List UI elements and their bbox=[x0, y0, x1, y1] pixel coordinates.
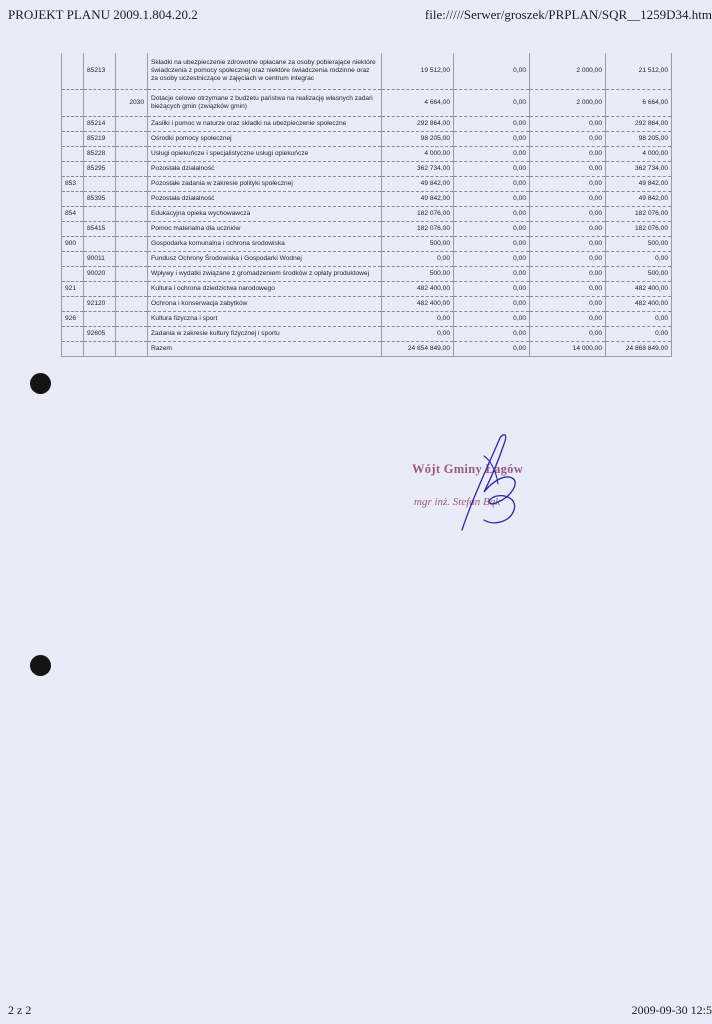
paragraf-cell bbox=[116, 327, 148, 342]
rozdzial-cell: 92120 bbox=[84, 297, 116, 312]
decrease-cell: 0,00 bbox=[454, 90, 530, 117]
after-change-cell: 24 868 849,00 bbox=[606, 342, 672, 357]
plan-cell: 182 076,00 bbox=[382, 207, 454, 222]
description-cell: Pomoc materialna dla uczniów bbox=[148, 222, 382, 237]
increase-cell: 0,00 bbox=[530, 282, 606, 297]
page-number: 2 z 2 bbox=[8, 1003, 32, 1017]
rozdzial-cell bbox=[84, 312, 116, 327]
after-change-cell: 482 400,00 bbox=[606, 282, 672, 297]
table-row bbox=[62, 162, 672, 177]
rozdzial-cell bbox=[84, 90, 116, 117]
plan-cell: 98 205,00 bbox=[382, 132, 454, 147]
description-cell: Pozostała działalność bbox=[148, 192, 382, 207]
paragraf-cell bbox=[116, 207, 148, 222]
rozdzial-cell: 92605 bbox=[84, 327, 116, 342]
increase-cell: 2 000,00 bbox=[530, 53, 606, 90]
table-row bbox=[62, 252, 672, 267]
print-datetime: 2009-09-30 12:5 bbox=[631, 1003, 712, 1017]
decrease-cell: 0,00 bbox=[454, 267, 530, 282]
table-row bbox=[62, 90, 672, 117]
after-change-cell: 182 076,00 bbox=[606, 222, 672, 237]
decrease-cell: 0,00 bbox=[454, 207, 530, 222]
dzial-cell: 900 bbox=[62, 237, 84, 252]
plan-cell: 49 842,00 bbox=[382, 192, 454, 207]
paragraf-cell bbox=[116, 267, 148, 282]
increase-cell: 0,00 bbox=[530, 252, 606, 267]
punch-hole-icon bbox=[30, 655, 51, 676]
plan-cell: 500,00 bbox=[382, 237, 454, 252]
paragraf-cell bbox=[116, 177, 148, 192]
table-row bbox=[62, 132, 672, 147]
table-row bbox=[62, 53, 672, 90]
after-change-cell: 6 664,00 bbox=[606, 90, 672, 117]
plan-cell: 482 400,00 bbox=[382, 297, 454, 312]
plan-cell: 24 854 849,00 bbox=[382, 342, 454, 357]
after-change-cell: 0,00 bbox=[606, 327, 672, 342]
description-cell: Dotacje celowe otrzymane z budżetu państwa na realizację własnych zadań bieżących gmin (związków gmin) bbox=[148, 90, 382, 117]
rozdzial-cell bbox=[84, 342, 116, 357]
decrease-cell: 0,00 bbox=[454, 222, 530, 237]
paragraf-cell bbox=[116, 282, 148, 297]
dzial-cell bbox=[62, 192, 84, 207]
punch-hole-icon bbox=[30, 373, 51, 394]
description-cell: Gospodarka komunalna i ochrona środowiska bbox=[148, 237, 382, 252]
rozdzial-cell: 85295 bbox=[84, 162, 116, 177]
plan-cell: 19 512,00 bbox=[382, 53, 454, 90]
plan-cell: 4 664,00 bbox=[382, 90, 454, 117]
increase-cell: 0,00 bbox=[530, 132, 606, 147]
increase-cell: 0,00 bbox=[530, 237, 606, 252]
increase-cell: 0,00 bbox=[530, 267, 606, 282]
decrease-cell: 0,00 bbox=[454, 237, 530, 252]
rozdzial-cell: 90011 bbox=[84, 252, 116, 267]
dzial-cell bbox=[62, 327, 84, 342]
table-row bbox=[62, 312, 672, 327]
signature-stamp bbox=[400, 430, 570, 540]
description-cell: Fundusz Ochrony Środowiska i Gospodarki Wodnej bbox=[148, 252, 382, 267]
dzial-cell: 926 bbox=[62, 312, 84, 327]
paragraf-cell bbox=[116, 342, 148, 357]
rozdzial-cell: 85395 bbox=[84, 192, 116, 207]
dzial-cell bbox=[62, 222, 84, 237]
dzial-cell bbox=[62, 53, 84, 90]
paragraf-cell bbox=[116, 117, 148, 132]
paragraf-cell bbox=[116, 252, 148, 267]
description-cell: Pozostałe zadania w zakresie polityki społecznej bbox=[148, 177, 382, 192]
budget-table bbox=[61, 53, 672, 357]
decrease-cell: 0,00 bbox=[454, 192, 530, 207]
increase-cell: 0,00 bbox=[530, 207, 606, 222]
decrease-cell: 0,00 bbox=[454, 312, 530, 327]
table-row bbox=[62, 117, 672, 132]
increase-cell: 0,00 bbox=[530, 312, 606, 327]
paragraf-cell bbox=[116, 297, 148, 312]
page-header-title: PROJEKT PLANU 2009.1.804.20.2 bbox=[8, 7, 198, 22]
dzial-cell bbox=[62, 132, 84, 147]
page-header-url: file://///Serwer/groszek/PRPLAN/SQR__1259D34.htm bbox=[424, 7, 712, 22]
description-cell: Razem bbox=[148, 342, 382, 357]
rozdzial-cell: 85228 bbox=[84, 147, 116, 162]
after-change-cell: 292 864,00 bbox=[606, 117, 672, 132]
increase-cell: 0,00 bbox=[530, 327, 606, 342]
plan-cell: 0,00 bbox=[382, 312, 454, 327]
table-row bbox=[62, 342, 672, 357]
description-cell: Zasiłki i pomoc w naturze oraz składki na ubezpieczenie społeczne bbox=[148, 117, 382, 132]
table-row bbox=[62, 282, 672, 297]
decrease-cell: 0,00 bbox=[454, 342, 530, 357]
decrease-cell: 0,00 bbox=[454, 297, 530, 312]
after-change-cell: 0,00 bbox=[606, 312, 672, 327]
plan-cell: 4 000,00 bbox=[382, 147, 454, 162]
after-change-cell: 500,00 bbox=[606, 267, 672, 282]
dzial-cell bbox=[62, 117, 84, 132]
paragraf-cell bbox=[116, 162, 148, 177]
paragraf-cell bbox=[116, 192, 148, 207]
paragraf-cell bbox=[116, 53, 148, 90]
description-cell: Ośrodki pomocy społecznej bbox=[148, 132, 382, 147]
description-cell: Kultura i ochrona dziedzictwa narodowego bbox=[148, 282, 382, 297]
plan-cell: 0,00 bbox=[382, 252, 454, 267]
table-row bbox=[62, 267, 672, 282]
table-row bbox=[62, 147, 672, 162]
description-cell: Zadania w zakresie kultury fizycznej i sportu bbox=[148, 327, 382, 342]
decrease-cell: 0,00 bbox=[454, 117, 530, 132]
decrease-cell: 0,00 bbox=[454, 53, 530, 90]
table-row bbox=[62, 192, 672, 207]
dzial-cell bbox=[62, 90, 84, 117]
table-row bbox=[62, 222, 672, 237]
after-change-cell: 0,00 bbox=[606, 252, 672, 267]
dzial-cell bbox=[62, 252, 84, 267]
dzial-cell: 854 bbox=[62, 207, 84, 222]
description-cell: Kultura fizyczna i sport bbox=[148, 312, 382, 327]
description-cell: Pozostała działalność bbox=[148, 162, 382, 177]
plan-cell: 182 076,00 bbox=[382, 222, 454, 237]
paragraf-cell bbox=[116, 147, 148, 162]
rozdzial-cell: 85219 bbox=[84, 132, 116, 147]
after-change-cell: 500,00 bbox=[606, 237, 672, 252]
after-change-cell: 98 205,00 bbox=[606, 132, 672, 147]
handwritten-signature-icon bbox=[400, 430, 570, 540]
description-cell: Ochrona i konserwacja zabytków bbox=[148, 297, 382, 312]
increase-cell: 0,00 bbox=[530, 177, 606, 192]
table-row bbox=[62, 297, 672, 312]
decrease-cell: 0,00 bbox=[454, 327, 530, 342]
rozdzial-cell: 85415 bbox=[84, 222, 116, 237]
after-change-cell: 182 076,00 bbox=[606, 207, 672, 222]
dzial-cell bbox=[62, 147, 84, 162]
plan-cell: 292 864,00 bbox=[382, 117, 454, 132]
paragraf-cell: 2030 bbox=[116, 90, 148, 117]
rozdzial-cell bbox=[84, 237, 116, 252]
decrease-cell: 0,00 bbox=[454, 252, 530, 267]
plan-cell: 482 400,00 bbox=[382, 282, 454, 297]
stamp-title: Wójt Gminy Łagów bbox=[412, 462, 524, 476]
decrease-cell: 0,00 bbox=[454, 132, 530, 147]
after-change-cell: 49 842,00 bbox=[606, 192, 672, 207]
decrease-cell: 0,00 bbox=[454, 147, 530, 162]
dzial-cell bbox=[62, 267, 84, 282]
table-row bbox=[62, 207, 672, 222]
decrease-cell: 0,00 bbox=[454, 177, 530, 192]
paragraf-cell bbox=[116, 222, 148, 237]
after-change-cell: 362 734,00 bbox=[606, 162, 672, 177]
rozdzial-cell bbox=[84, 177, 116, 192]
after-change-cell: 49 842,00 bbox=[606, 177, 672, 192]
after-change-cell: 4 000,00 bbox=[606, 147, 672, 162]
after-change-cell: 21 512,00 bbox=[606, 53, 672, 90]
table-row bbox=[62, 237, 672, 252]
rozdzial-cell: 85213 bbox=[84, 53, 116, 90]
increase-cell: 0,00 bbox=[530, 222, 606, 237]
increase-cell: 2 000,00 bbox=[530, 90, 606, 117]
decrease-cell: 0,00 bbox=[454, 282, 530, 297]
rozdzial-cell bbox=[84, 282, 116, 297]
increase-cell: 14 000,00 bbox=[530, 342, 606, 357]
table-row bbox=[62, 327, 672, 342]
rozdzial-cell: 85214 bbox=[84, 117, 116, 132]
description-cell: Wpływy i wydatki związane z gromadzeniem środków z opłaty produktowej bbox=[148, 267, 382, 282]
dzial-cell bbox=[62, 297, 84, 312]
dzial-cell: 921 bbox=[62, 282, 84, 297]
increase-cell: 0,00 bbox=[530, 162, 606, 177]
after-change-cell: 482 400,00 bbox=[606, 297, 672, 312]
dzial-cell bbox=[62, 162, 84, 177]
increase-cell: 0,00 bbox=[530, 192, 606, 207]
description-cell: Edukacyjna opieka wychowawcza bbox=[148, 207, 382, 222]
table-row bbox=[62, 177, 672, 192]
stamp-name: mgr inż. Stefan Bąk bbox=[414, 496, 501, 508]
rozdzial-cell bbox=[84, 207, 116, 222]
increase-cell: 0,00 bbox=[530, 147, 606, 162]
plan-cell: 362 734,00 bbox=[382, 162, 454, 177]
plan-cell: 49 842,00 bbox=[382, 177, 454, 192]
paragraf-cell bbox=[116, 237, 148, 252]
increase-cell: 0,00 bbox=[530, 297, 606, 312]
description-cell: Usługi opiekuńcze i specjalistyczne usługi opiekuńcze bbox=[148, 147, 382, 162]
description-cell: Składki na ubezpieczenie zdrowotne opłacane za osoby pobierające niektóre świadczenia z pomocy społecznej oraz niektóre świadczenia rodzinne oraz za osoby uczestniczące w zajęciach w centrum integrac bbox=[148, 53, 382, 90]
plan-cell: 0,00 bbox=[382, 327, 454, 342]
paragraf-cell bbox=[116, 132, 148, 147]
decrease-cell: 0,00 bbox=[454, 162, 530, 177]
plan-cell: 500,00 bbox=[382, 267, 454, 282]
dzial-cell: 853 bbox=[62, 177, 84, 192]
paragraf-cell bbox=[116, 312, 148, 327]
rozdzial-cell: 90020 bbox=[84, 267, 116, 282]
increase-cell: 0,00 bbox=[530, 117, 606, 132]
dzial-cell bbox=[62, 342, 84, 357]
